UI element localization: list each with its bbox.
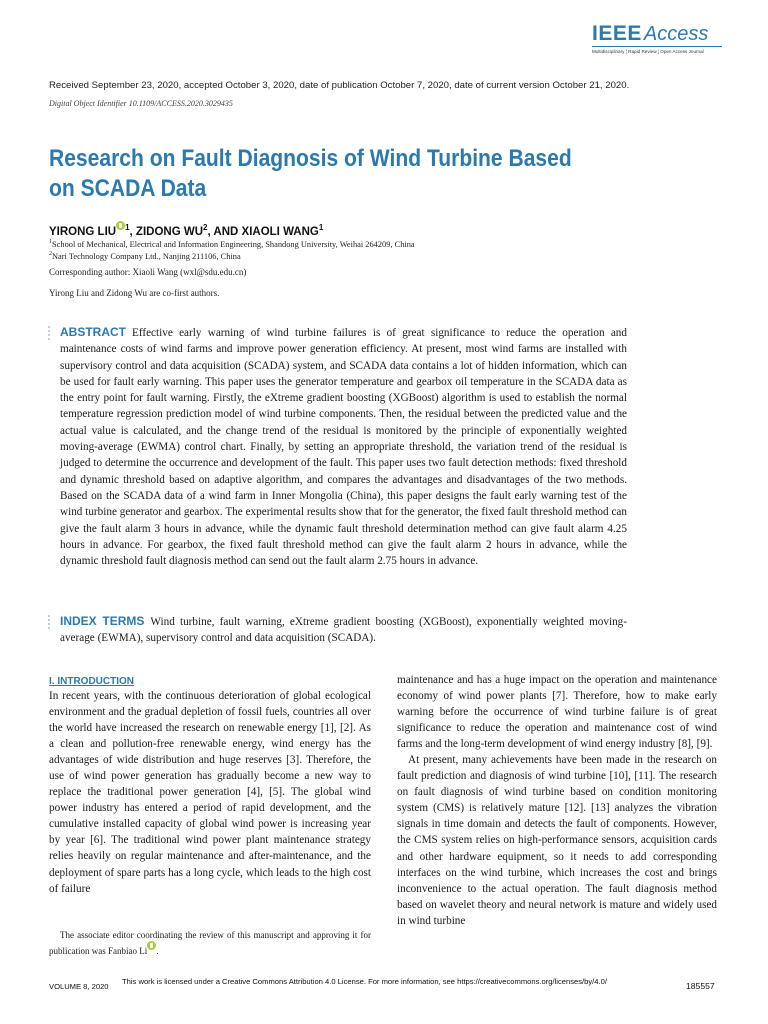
- intro-paragraph-1: In recent years, with the continuous deterioration of global ecological environment and the gradual depletion of fossil fuels, countries all over the world have increased the research on renewable energy [1], [2]. As a clean and pollution-free renewable energy, wind energy has the advantages of wide distribution and huge reserves [3]. Therefore, the use of wind power generation has gradually become a new way to replace the traditional power generation [4], [5]. The global wind power industry has entered a period of rapid development, and the cumulative installed capacity of global wind power is increasing year by year [6]. The traditional wind power plant maintenance strategy relies heavily on regular maintenance and after-maintenance, and the deployment of spare parts has a long cycle, which leads to the high cost of failure: [49, 690, 371, 895]
- index-terms-text: Wind turbine, fault warning, eXtreme gradient boosting (XGBoost), exponentially weighted moving-average (EWMA), supervisory control and data acquisition (SCADA).: [60, 616, 627, 645]
- intro-paragraph-3: At present, many achievements have been made in the research on fault prediction and diagnosis of wind turbine [10], [11]. The research on fault diagnosis of wind turbine based on condition monitoring system (CMS) is relatively mature [12]. [13] analyzes the vibration signals in time domain and detects the fault of components. However, the CMS system relies on high-performance sensors, acquisition cards and other hardware equipment, so it needs to add corresponding interfaces on the wind turbine, which increases the cost and brings inconvenience to the actual operation. The fault diagnosis method based on wavelet theory and neural network is mature and widely used in wind turbine: [397, 754, 717, 927]
- index-terms-block: [60, 613, 627, 647]
- editor-footnote-text: The associate editor coordinating the review of this manuscript and approving it for publication was Fanbiao Li: [49, 930, 371, 956]
- section-heading-introduction[interactable]: I. INTRODUCTION: [49, 676, 134, 687]
- author-1: YIRONG LIU: [49, 225, 117, 238]
- paper-title: Research on Fault Diagnosis of Wind Turbine Based on SCADA Data: [49, 145, 572, 202]
- author-1-affil: 1: [125, 223, 130, 232]
- affiliation-1-marker: 1: [49, 239, 52, 245]
- logo-tagline: Multidisciplinary ¦ Rapid Review ¦ Open Access Journal: [592, 49, 704, 54]
- received-dates: Received September 23, 2020, accepted October 3, 2020, date of publication October 7, 2020, date of current version October 21, 2020.: [49, 80, 630, 91]
- corresponding-author: Corresponding author: Xiaoli Wang (wxl@sdu.edu.cn): [49, 267, 247, 277]
- affiliation-2-text: Nari Technology Company Ltd., Nanjing 211106, China: [52, 251, 241, 261]
- affiliation-1-text: School of Mechanical, Electrical and Information Engineering, Shandong University, Weihai 264209, China: [52, 239, 415, 249]
- affiliation-1: [49, 239, 415, 249]
- doi-line: Digital Object Identifier 10.1109/ACCESS.2020.3029435: [49, 99, 233, 108]
- logo-ieee-text: IEEE: [592, 22, 642, 45]
- author-3: , AND XIAOLI WANG: [207, 225, 319, 238]
- abstract-text: Effective early warning of wind turbine failures is of great significance to reduce the operation and maintenance costs of wind farms and improve power generation efficiency. At present, most wind farms are installed with supervisory control and data acquisition (SCADA) system, and SCADA data contains a lot of hidden information, which can be used for fault early warning. This paper uses the generator temperature and gearbox oil temperature in the SCADA data as the entry point for fault warning. Firstly, the eXtreme gradient boosting (XGBoost) algorithm is used to establish the normal temperature regression prediction model of wind turbine components. Then, the residual between the predicted value and the actual value is calculated, and the change trend of the residual is monitored by the principle of exponentially weighted moving-average (EWMA) control chart. Finally, by setting an appropriate threshold, the variation trend of the residual is judged to determine the occurrence and development of the fault. This paper uses two fault detection methods: fixed threshold and dynamic threshold based on adaptive algorithm, and compares the advantages and disadvantages of the two methods. Based on the SCADA data of a wind farm in Inner Mongolia (China), this paper designs the fault early warning test of the wind turbine generator and gearbox. The experimental results show that for the generator, the fixed fault threshold method can give the fault alarm 3 hours in advance, while the dynamic fault threshold determination method can give fault alarm 4.25 hours in advance. For gearbox, the fixed fault threshold method can give the fault alarm 2 hours in advance, while the dynamic threshold fault diagnosis method can send out the fault alarm 2.75 hours in advance.: [60, 327, 627, 568]
- index-terms-label: INDEX TERMS: [60, 614, 145, 628]
- ieee-access-logo: [592, 22, 722, 46]
- author-list: [49, 223, 323, 238]
- license-notice: This work is licensed under a Creative Commons Attribution 4.0 License. For more information, see https://creativecommons.org/licenses/by/4.0/: [122, 977, 607, 986]
- index-terms-marker-icon: [48, 615, 51, 631]
- orcid-icon[interactable]: [116, 221, 125, 230]
- author-2: , ZIDONG WU: [129, 225, 204, 238]
- co-first-note: Yirong Liu and Zidong Wu are co-first authors.: [49, 288, 220, 298]
- logo-access-text: Access: [643, 23, 709, 45]
- abstract-marker-icon: [48, 326, 51, 342]
- logo-divider: [592, 46, 722, 47]
- column-left: [49, 688, 371, 897]
- abstract-block: [60, 324, 627, 569]
- author-3-affil: 1: [318, 223, 324, 232]
- column-right: [397, 672, 717, 929]
- editor-orcid-icon[interactable]: [147, 941, 156, 950]
- abstract-label: ABSTRACT: [60, 325, 126, 339]
- editor-footnote: [49, 927, 371, 959]
- volume-label: VOLUME 8, 2020: [49, 982, 109, 991]
- affiliation-2: [49, 251, 241, 261]
- editor-footnote-end: .: [156, 946, 159, 956]
- affiliation-2-marker: 2: [49, 251, 52, 257]
- page-number: 185557: [686, 981, 715, 991]
- author-2-affil: 2: [203, 223, 208, 232]
- intro-paragraph-2: maintenance and has a huge impact on the operation and maintenance economy of wind power plants [7]. Therefore, how to make early warning before the occurrence of wind turbine failure is of great significance to reduce the operation and maintenance cost of wind farms and the long-term development of wind energy industry [8], [9].: [397, 674, 717, 751]
